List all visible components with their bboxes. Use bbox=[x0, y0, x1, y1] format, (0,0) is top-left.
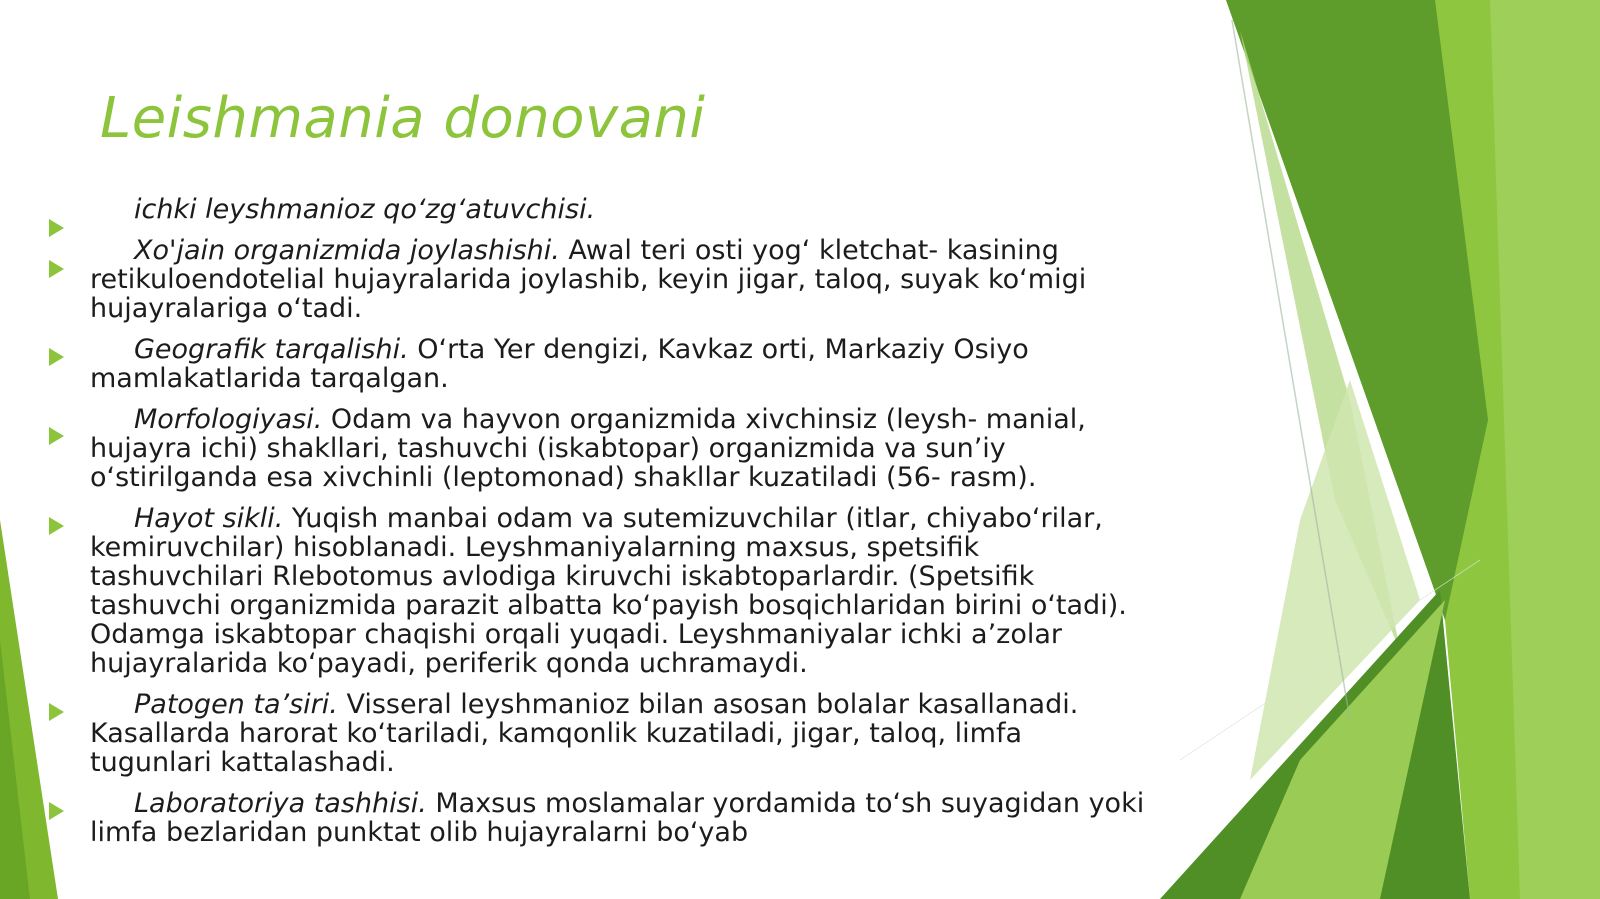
paragraph-lead: Geografik tarqalishi. bbox=[134, 334, 409, 365]
paragraph-geography bbox=[90, 335, 1150, 393]
paragraph-body: O‘rta Yer dengizi, Kavkaz orti, Markaziy Osiyo mamlakatlarida tarqalgan. bbox=[90, 334, 1029, 394]
paragraph-pathogenic-effect bbox=[90, 690, 1150, 777]
paragraph-lead: Patogen ta’siri. bbox=[134, 689, 338, 720]
paragraph-lead: Hayot sikli. bbox=[134, 503, 284, 534]
paragraph-lead: Laboratoriya tashhisi. bbox=[134, 788, 427, 819]
triangle-bullet-icon bbox=[49, 219, 64, 237]
paragraph-body: Maxsus moslamalar yordamida to‘sh suyagidan yoki limfa bezlaridan punktat olib hujayralarni bo‘yab bbox=[90, 788, 1145, 848]
triangle-bullet-icon bbox=[49, 260, 64, 278]
paragraph-morphology bbox=[90, 405, 1150, 492]
paragraph-body: Yuqish manbai odam va sutemizuvchilar (itlar, chiyabo‘rilar, kemiruvchilar) hisoblanadi. Leyshmaniyalarning maxsus, spetsifik tashuvchilari Rlebotomus avlodiga kiruvchi iskabtoparlardir. (Spetsifik tashuvchi organizmida parazit albatta ko‘payish bosqichlaridan birini o‘tadi). Odamga iskabtopar chaqishi orqali yuqadi. Leyshmaniyalar ichki a’zolar hujayralarida ko‘payadi, periferik qonda uchramaydi. bbox=[90, 503, 1127, 679]
triangle-bullet-icon bbox=[49, 517, 64, 535]
triangle-bullet-icon bbox=[49, 427, 64, 445]
paragraph-body: Awal teri osti yog‘ kletchat- kasining retikuloendotelial hujayralarida joylashib, keyin jigar, taloq, suyak ko‘migi hujayralariga o‘tadi. bbox=[90, 235, 1087, 324]
triangle-bullet-icon bbox=[49, 802, 64, 820]
paragraph-lead: Xo'jain organizmida joylashishi. bbox=[134, 235, 560, 266]
paragraph-host-location bbox=[90, 236, 1150, 323]
triangle-bullet-icon bbox=[49, 348, 64, 366]
paragraph-lead: Morfologiyasi. bbox=[134, 404, 323, 435]
paragraph-lead: ichki leyshmanioz qo‘zg‘atuvchisi. bbox=[134, 194, 596, 225]
paragraph-body: Odam va hayvon organizmida xivchinsiz (leysh- manial, hujayra ichi) shakllari, tashuvchi (iskabtopar) organizmida va sun’iy o‘stirilganda esa xivchinli (leptomonad) shakllar kuzatiladi (56- rasm). bbox=[90, 404, 1086, 493]
paragraph-body: Visseral leyshmanioz bilan asosan bolalar kasallanadi. Kasallarda harorat ko‘tariladi, kamqonlik kuzatiladi, jigar, taloq, limfa tugunlari kattalashadi. bbox=[90, 689, 1079, 778]
slide-title: Leishmania donovani bbox=[100, 86, 706, 151]
paragraph-laboratory-diagnosis bbox=[90, 789, 1150, 847]
triangle-bullet-icon bbox=[49, 703, 64, 721]
slide-content bbox=[90, 195, 1150, 859]
paragraph-definition bbox=[90, 195, 1150, 224]
paragraph-life-cycle bbox=[90, 504, 1150, 678]
